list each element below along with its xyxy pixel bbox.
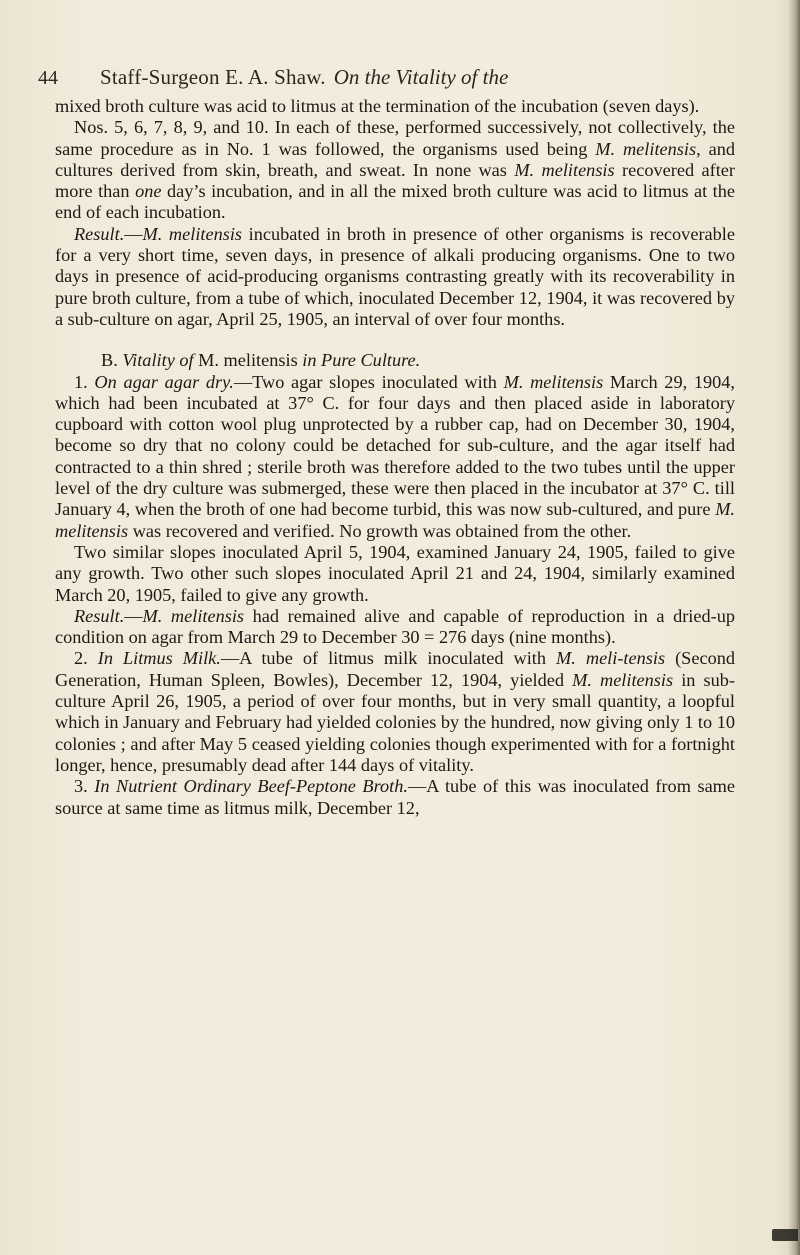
item-title: In Litmus Milk. — [97, 648, 221, 669]
item-number: 3. — [74, 776, 95, 797]
text-run: had remained alive and capable of reproduction in a dried-up condition on agar from March 29 to December 30 = 276 days (nine months). — [55, 605, 735, 648]
species-name: M. melitensis — [572, 669, 674, 690]
result-label: Result. — [74, 605, 125, 626]
text-run: —A tube of litmus milk inoculated with — [220, 648, 557, 669]
page-number: 44 — [38, 67, 58, 89]
header-running-title: On the Vitality of the — [333, 65, 509, 89]
paragraph-result-dried — [55, 606, 735, 649]
text-run: —A tube of this was inoculated from same source at same time as litmus milk, December 12, — [55, 776, 736, 818]
text-run: —Two agar slopes inoculated with — [233, 371, 504, 392]
species-name: M. melitensis — [595, 138, 697, 159]
running-header — [38, 62, 738, 92]
text-run: — — [124, 605, 143, 626]
paragraph-litmus-milk — [55, 648, 735, 776]
section-title-part: Vitality of — [122, 350, 194, 371]
item-number: 1. — [74, 371, 95, 392]
text-run: (Second Generation, Human Spleen, Bowles), December 12, 1904, yielded — [55, 648, 736, 690]
result-label: Result. — [74, 223, 125, 244]
paragraph-incubation-end — [55, 96, 735, 117]
paragraph-result-mixed — [55, 224, 735, 330]
item-title: In Nutrient Ordinary Beef-Peptone Broth. — [94, 776, 408, 797]
corner-binding-mark — [772, 1229, 798, 1241]
text-run: — — [124, 223, 143, 244]
section-species: M. melitensis — [193, 350, 303, 371]
text-run: was recovered and verified. No growth was obtained from the other. — [128, 520, 632, 541]
text-run: in sub-culture April 26, 1905, a period of over four months, but in very small quantity, a loopful which in January and February had yielded colonies by the hundred, now giving only 1 to 10 colonies ; and after May 5 ceased yielding colonies though experimented with for a fortnight longer, hence, presumably dead after 144 days of vitality. — [55, 669, 736, 775]
header-author: Staff-Surgeon E. A. Shaw. — [100, 65, 326, 89]
page-edge-shadow — [788, 0, 800, 1255]
item-number: 2. — [74, 648, 98, 669]
species-name: M. melitensis — [142, 223, 243, 244]
species-name: M. melitensis — [142, 605, 245, 626]
text-run: , and cultures derived from skin, breath, and sweat. In none was — [55, 138, 735, 180]
paragraph-nos-5-10 — [55, 117, 735, 223]
paragraph-text: Two similar slopes inoculated April 5, 1904, examined January 24, 1905, failed to give any growth. Two other such slopes inoculated April 21 and 24, 1904, similarly examined March 20, 1905, failed to give any growth. — [55, 541, 735, 605]
section-letter: B. — [101, 350, 123, 371]
paragraph-similar-slopes — [55, 542, 735, 606]
text-run: incubated in broth in presence of other organisms is recoverable for a very short time, seven days, in presence of alkali producing organisms. One to two days in presence of acid-producing organisms contrasting greatly with its recoverability in pure broth culture, from a tube of which, inoculated December 12, 1904, it was recovered by a sub-culture on agar, April 25, 1905, an interval of over four months. — [55, 223, 735, 329]
item-title: On agar agar dry. — [94, 371, 234, 392]
text-run: March 29, 1904, which had been incubated at 37° C. for four days and then placed aside in laboratory cupboard with cotton wool plug unprotected by a rubber cap, had on December 30, 1904, become so dry that no colony could be detached for sub-culture, and the agar itself had contracted to a thin shred ; sterile broth was therefore added to the two tubes until the upper level of the dry culture was submerged, these were then placed in the incubator at 37° C. till January 4, when the broth of one had become turbid, this was now sub-cultured, and pure — [55, 371, 735, 520]
text-run: day’s incubation, and in all the mixed broth culture was acid to litmus at the end of each incubation. — [55, 181, 735, 223]
paragraph-beef-peptone — [55, 776, 735, 819]
emphasis: one — [135, 181, 162, 202]
species-name: M. melitensis — [503, 371, 604, 392]
paragraph-agar-dry — [55, 372, 735, 542]
text-run: Nos. 5, 6, 7, 8, 9, and 10. In each of these, performed successively, not collectively, the same procedure as in No. 1 was followed, the organisms used being — [55, 117, 735, 159]
text-run: recovered after more than — [55, 159, 735, 202]
species-name: M. melitensis — [55, 499, 735, 541]
species-name: M. meli-tensis — [556, 648, 666, 669]
species-name: M. melitensis — [514, 159, 615, 180]
body-text — [55, 96, 735, 819]
section-heading-b — [55, 350, 735, 371]
section-title-part: in Pure Culture. — [302, 350, 421, 371]
paragraph-text: mixed broth culture was acid to litmus at the termination of the incubation (seven days). — [55, 96, 700, 116]
